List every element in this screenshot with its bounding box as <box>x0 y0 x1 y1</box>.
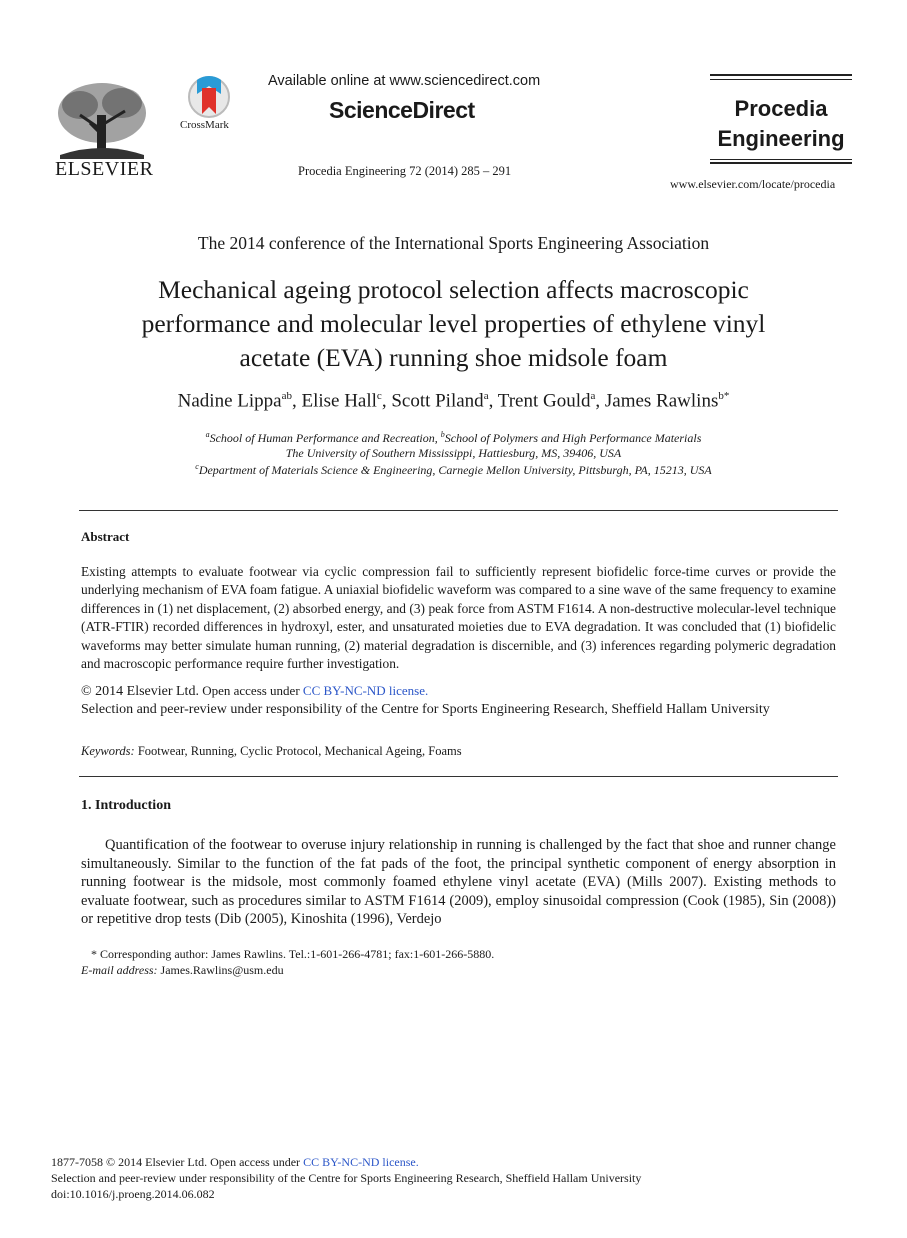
journal-title <box>710 94 852 154</box>
paper-title <box>0 273 907 375</box>
open-access-text: Open access under <box>198 683 303 698</box>
title-line-2: performance and molecular level properties of ethylene vinyl <box>141 309 766 338</box>
footer-issn: 1877-7058 © 2014 Elsevier Ltd. Open access under <box>51 1155 304 1169</box>
author-name: Nadine Lippa <box>177 390 282 412</box>
divider-bottom <box>79 776 838 777</box>
publisher-name: ELSEVIER <box>55 158 154 180</box>
license-link[interactable]: CC BY-NC-ND license. <box>302 683 429 698</box>
author-name: Scott Piland <box>391 390 484 412</box>
title-line-3: acetate (EVA) running shoe midsole foam <box>239 343 668 372</box>
footer-doi[interactable]: doi:10.1016/j.proeng.2014.06.082 <box>51 1187 215 1201</box>
title-line-1: Mechanical ageing protocol selection affects macroscopic <box>158 275 749 304</box>
abstract-heading: Abstract <box>81 529 130 544</box>
copyright-line <box>81 683 428 700</box>
author-affil-sup: a <box>590 390 596 402</box>
footer-license-link[interactable]: CC BY-NC-ND license. <box>303 1155 419 1169</box>
affil-sup: c <box>195 462 199 471</box>
author-sep: , <box>488 390 498 412</box>
affil-sup: a <box>205 430 210 439</box>
sciencedirect-logo-text[interactable]: ScienceDirect <box>329 97 475 123</box>
abstract-text: Existing attempts to evaluate footwear via cyclic compression fail to sufficiently represent biofidelic force-time curves or provide the underlying mechanism of EVA foam fatigue. A uniaxial biofidelic waveform was compared to a sine wave of the same frequency to examine differences in (1) net displacement, (2) absorbed energy, and (3) peak force from ASTM F1614. A non-destructive molecular-level technique (ATR-FTIR) recorded differences in hydroxyl, ester, and unsaturated moieties due to EVA degradation. It was concluded that (1) biofidelic waveforms may better simulate human running, (2) material degradation is discernible, and (3) inferences regarding polymeric degradation and macroscopic performance require further investigation. <box>81 564 836 672</box>
conference-name: The 2014 conference of the International Sports Engineering Association <box>197 233 710 253</box>
affil-sup: b <box>440 430 445 439</box>
keywords-label: Keywords: <box>81 744 135 758</box>
crossmark-label: CrossMark <box>180 119 229 131</box>
email-footnote <box>81 963 284 978</box>
affil-text: School of Human Performance and Recreation, <box>209 431 441 445</box>
introduction-text: Quantification of the footwear to overuse injury relationship in running is challenged by the fact that shoe and runner change simultaneously. Similar to the function of the fat pads of the foot, the principal synthetic component of energy absorption in running footwear is the midsole, most commonly foamed ethylene vinyl acetate (EVA) (Mills 2007). Existing methods to evaluate footwear, such as procedures similar to ASTM F1614 (2009), employ sinusoidal compression (Cook (1985), Sin (2008)) or repetitive drop tests (Dib (2005), Kinoshita (1996), Verdejo <box>81 837 836 928</box>
footer-issn-line <box>51 1155 419 1170</box>
available-online-text: Available online at www.sciencedirect.com <box>268 73 541 89</box>
copyright: © 2014 Elsevier Ltd. <box>81 684 199 699</box>
email-address[interactable]: James.Rawlins@usm.edu <box>157 963 284 977</box>
author-affil-sup: b* <box>718 390 730 402</box>
introduction-heading: 1. Introduction <box>81 798 171 813</box>
journal-url[interactable]: www.elsevier.com/locate/procedia <box>670 177 836 191</box>
divider-top <box>79 510 838 511</box>
affiliation-line-2: The University of Southern Mississippi, Hattiesburg, MS, 39406, USA <box>285 446 622 460</box>
author-sep: , <box>291 390 302 412</box>
affiliation-line-3 <box>0 462 907 478</box>
affil-text: Department of Materials Science & Engineering, Carnegie Mellon University, Pittsburgh, PA, 15213, USA <box>198 463 712 477</box>
keywords-text: Footwear, Running, Cyclic Protocol, Mechanical Ageing, Foams <box>134 744 462 758</box>
journal-reference: Procedia Engineering 72 (2014) 285 – 291 <box>298 164 512 178</box>
email-label: E-mail address: <box>81 963 158 977</box>
affiliation-line-1 <box>0 430 907 446</box>
corresponding-author-footnote: * Corresponding author: James Rawlins. Tel.:1-601-266-4781; fax:1-601-266-5880. <box>91 947 495 961</box>
author-name: Elise Hall <box>301 390 377 412</box>
author-affil-sup: a <box>483 390 489 402</box>
author-affil-sup: ab <box>281 390 292 402</box>
author-list <box>0 390 907 412</box>
peer-review-text: Selection and peer-review under responsibility of the Centre for Sports Engineering Research, Sheffield Hallam University <box>81 702 770 717</box>
footer-peer-review: Selection and peer-review under responsibility of the Centre for Sports Engineering Research, Sheffield Hallam University <box>51 1171 642 1185</box>
keywords-line <box>81 744 462 759</box>
journal-title-line1: Procedia <box>734 96 828 121</box>
journal-title-line2: Engineering <box>717 126 845 151</box>
author-name: James Rawlins <box>604 390 719 412</box>
author-sep: , <box>595 390 605 412</box>
author-affil-sup: c <box>376 390 382 402</box>
author-sep: , <box>381 390 392 412</box>
author-name: Trent Gould <box>497 390 591 412</box>
affil-text: School of Polymers and High Performance Materials <box>444 431 702 445</box>
